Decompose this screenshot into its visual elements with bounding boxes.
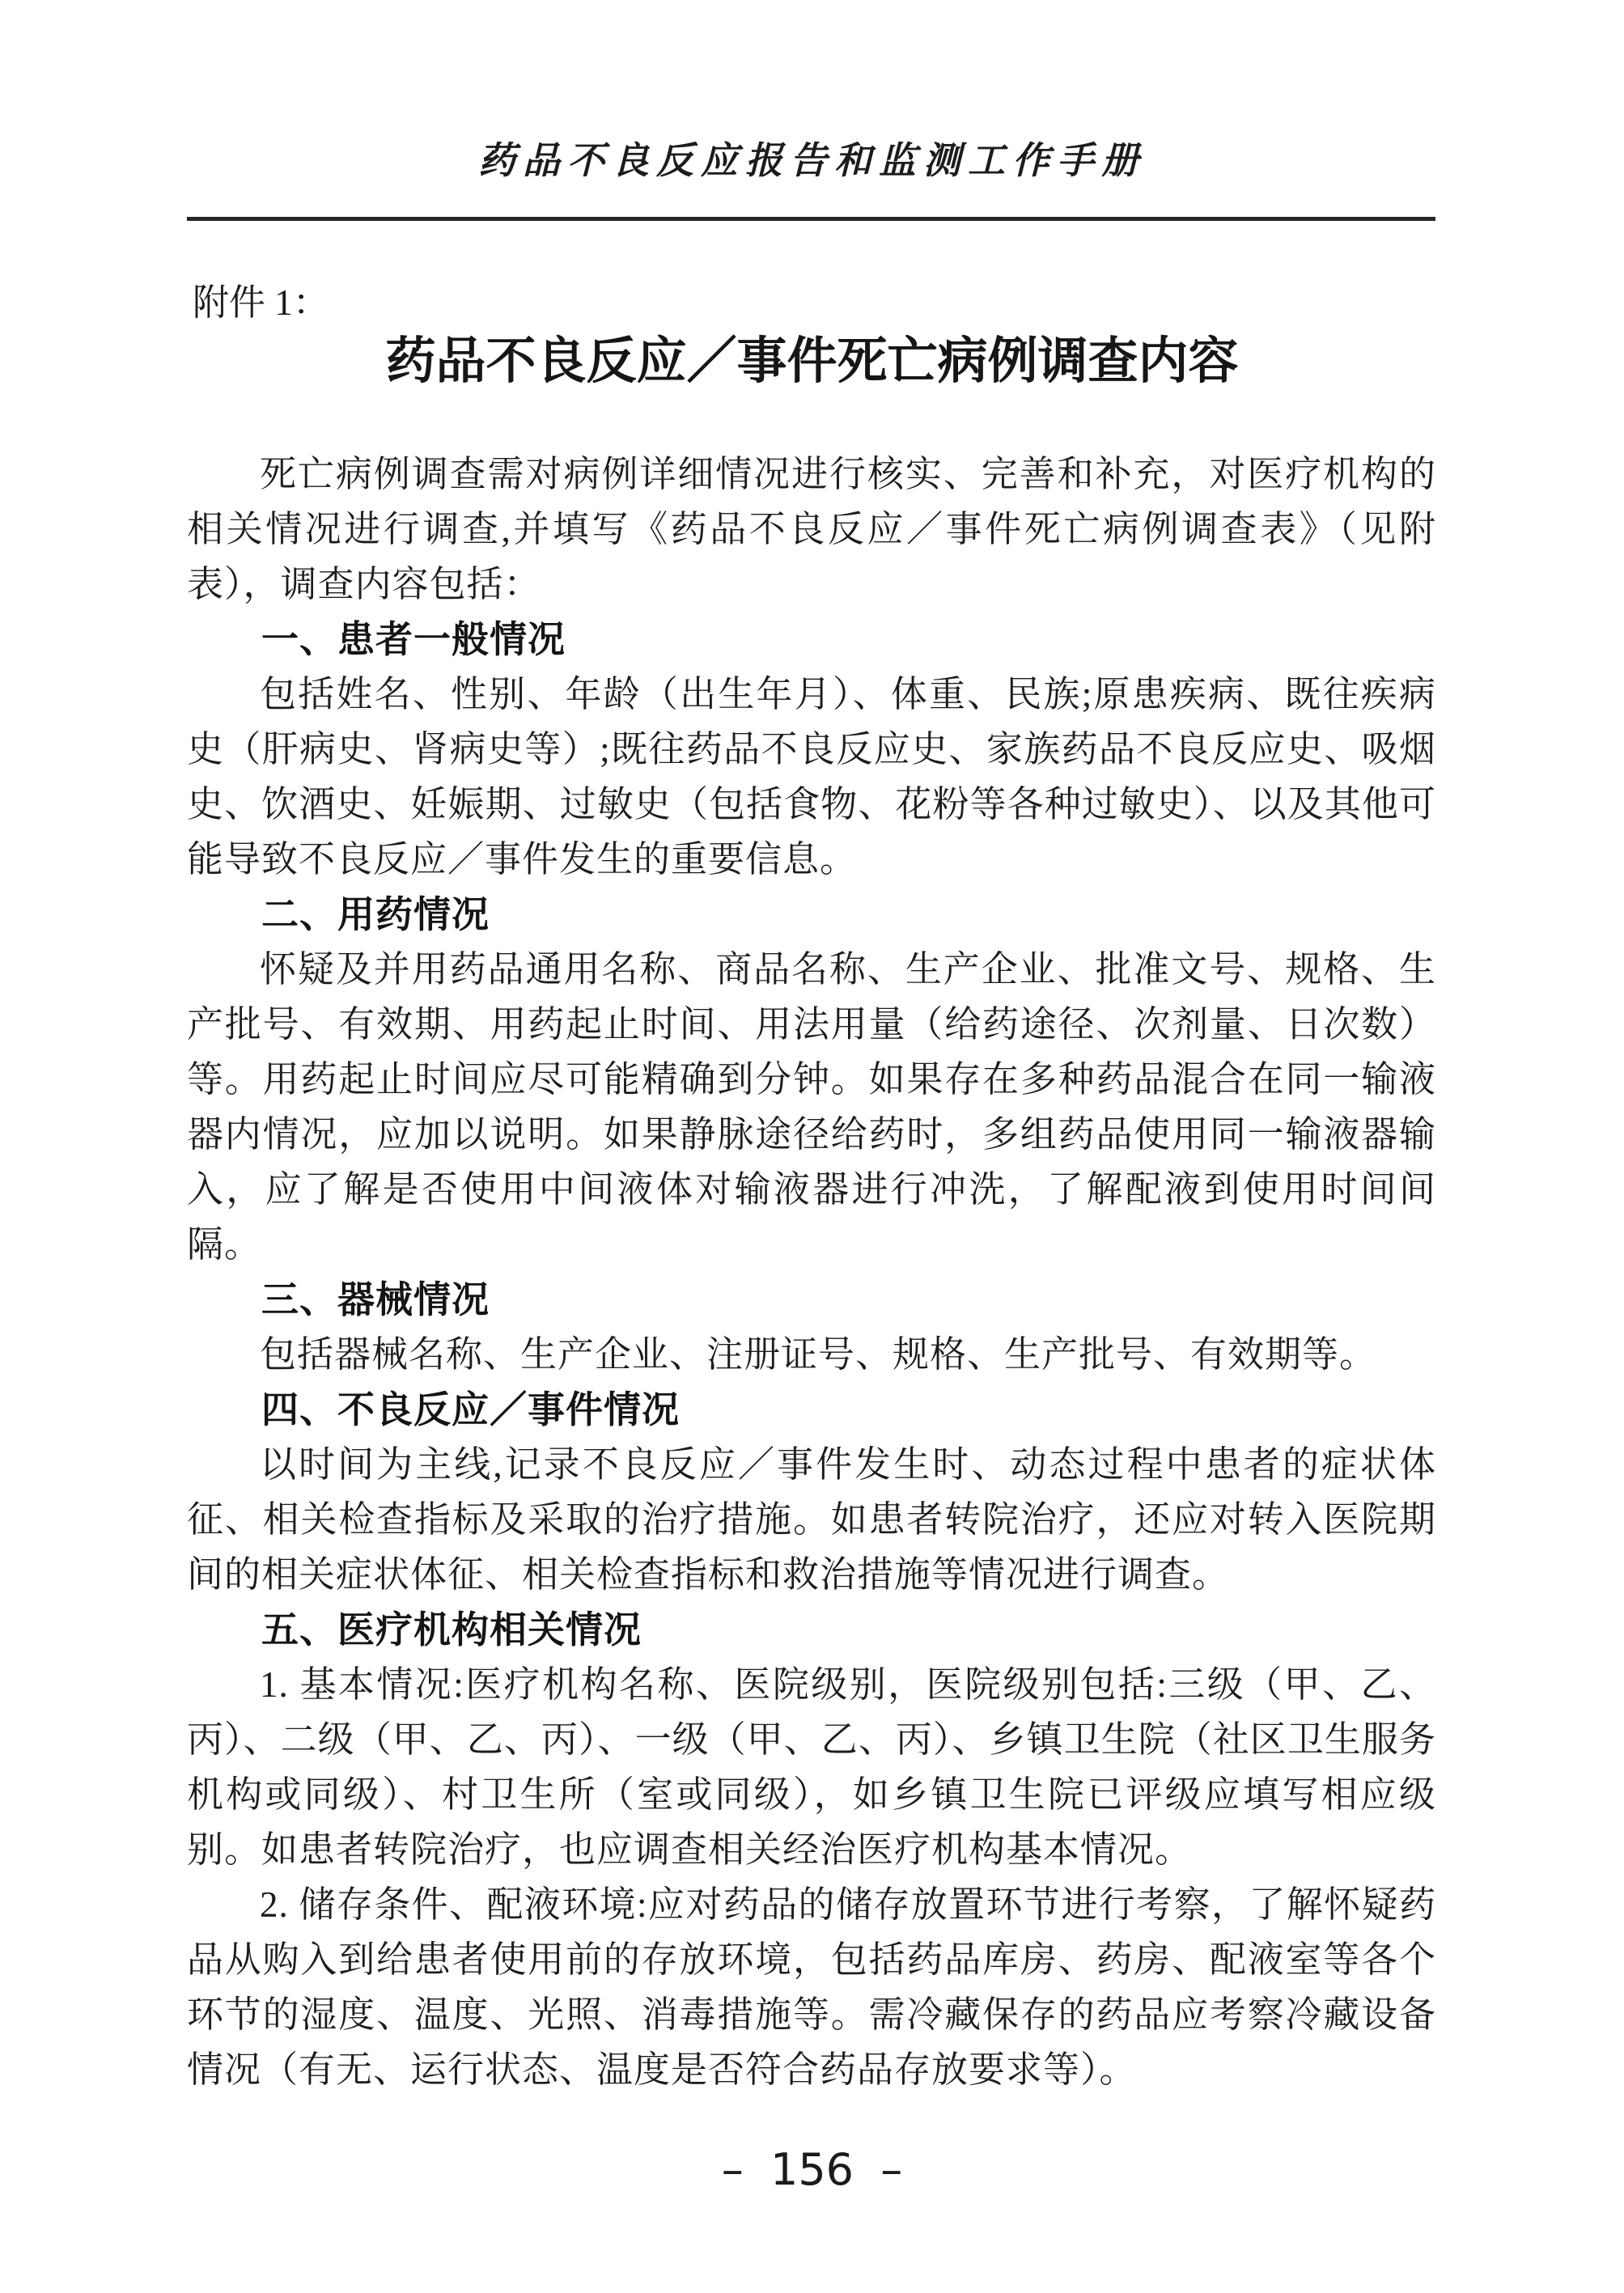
- body-paragraph-patient: 包括姓名、性别、年龄（出生年月）、体重、民族;原患疾病、既往疾病史（肝病史、肾病史等）;既往药品不良反应史、家族药品不良反应史、吸烟史、饮酒史、妊娠期、过敏史（包括食物、花粉等各种过敏史）、以及其他可能导致不良反应／事件发生的重要信息。: [187, 674, 1436, 879]
- header-rule: [187, 217, 1435, 221]
- document-body: [187, 447, 1436, 2097]
- section-heading-1-patient: 一、患者一般情况: [261, 618, 566, 660]
- section-heading-5-institution: 五、医疗机构相关情况: [261, 1608, 642, 1651]
- running-head-title: 药品不良反应报告和监测工作手册: [478, 139, 1146, 181]
- body-paragraph-institution-storage: 2. 储存条件、配液环境:应对药品的储存放置环节进行考察，了解怀疑药品从购入到给患者使用前的存放环境，包括药品库房、药房、配液室等各个环节的湿度、温度、光照、消毒措施等。需冷藏保存的药品应考察冷藏设备情况（有无、运行状态、温度是否符合药品存放要求等）。: [187, 1884, 1436, 2090]
- page-number: – 156 –: [721, 2144, 903, 2195]
- section-heading-2-medication: 二、用药情况: [261, 893, 490, 935]
- body-paragraph-medication: 怀疑及并用药品通用名称、商品名称、生产企业、批准文号、规格、生产批号、有效期、用药起止时间、用法用量（给药途径、次剂量、日次数）等。用药起止时间应尽可能精确到分钟。如果存在多种药品混合在同一输液器内情况，应加以说明。如果静脉途径给药时，多组药品使用同一输液器输入，应了解是否使用中间液体对输液器进行冲洗，了解配液到使用时间间隔。: [187, 949, 1436, 1265]
- attachment-label: 附件 1：: [193, 282, 329, 323]
- section-heading-3-device: 三、器械情况: [261, 1278, 490, 1320]
- document-title: 药品不良反应／事件死亡病例调查内容: [385, 334, 1239, 389]
- section-heading-4-adverse-event: 四、不良反应／事件情况: [261, 1388, 680, 1430]
- body-paragraph-adverse-event: 以时间为主线,记录不良反应／事件发生时、动态过程中患者的症状体征、相关检查指标及采取的治疗措施。如患者转院治疗，还应对转入医院期间的相关症状体征、相关检查指标和救治措施等情况进行调查。: [187, 1444, 1436, 1595]
- body-paragraph-intro: 死亡病例调查需对病例详细情况进行核实、完善和补充，对医疗机构的相关情况进行调查,并填写《药品不良反应／事件死亡病例调查表》（见附表），调查内容包括：: [187, 454, 1436, 604]
- body-paragraph-institution-basic: 1. 基本情况:医疗机构名称、医院级别，医院级别包括:三级（甲、乙、丙）、二级（甲、乙、丙）、一级（甲、乙、丙）、乡镇卫生院（社区卫生服务机构或同级）、村卫生所（室或同级），如乡镇卫生院已评级应填写相应级别。如患者转院治疗，也应调查相关经治医疗机构基本情况。: [187, 1664, 1436, 1870]
- body-paragraph-device: 包括器械名称、生产企业、注册证号、规格、生产批号、有效期等。: [260, 1334, 1377, 1375]
